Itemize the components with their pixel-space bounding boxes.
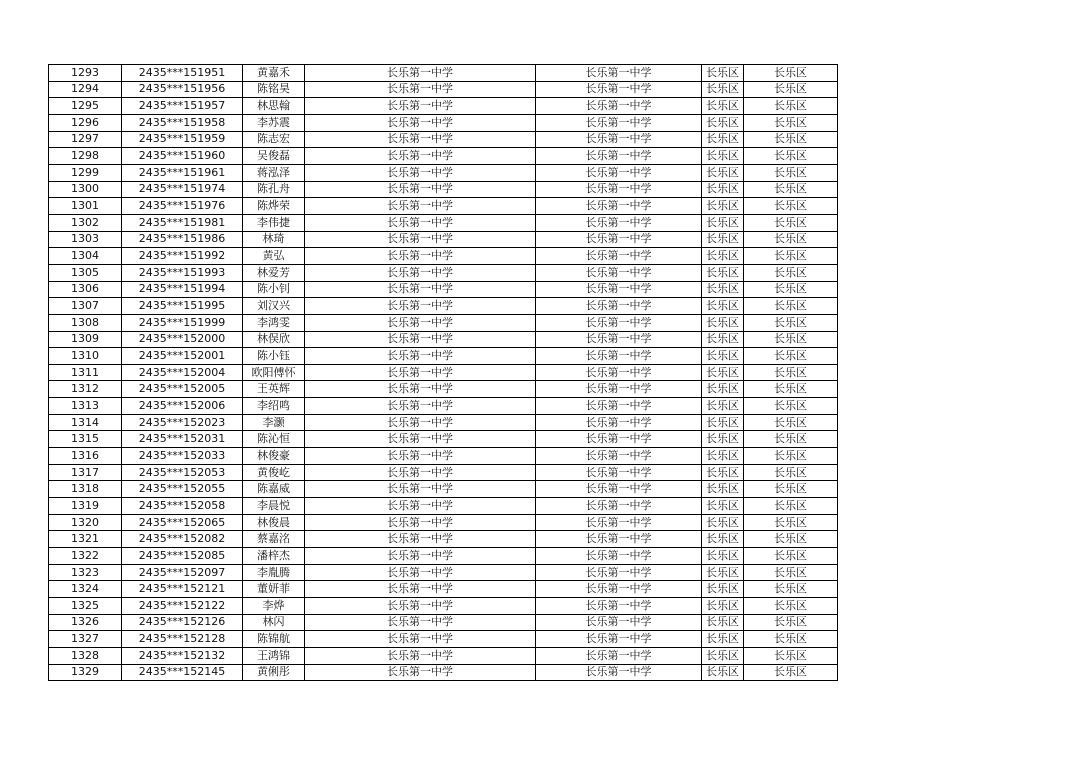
name-cell: 林爱芳 bbox=[243, 264, 305, 281]
admitted-school-cell: 长乐第一中学 bbox=[536, 148, 702, 165]
admitted-school-cell: 长乐第一中学 bbox=[536, 498, 702, 515]
admitted-school-cell: 长乐第一中学 bbox=[536, 314, 702, 331]
table-row bbox=[49, 148, 838, 165]
district-cell: 长乐区 bbox=[702, 464, 744, 481]
school-cell: 长乐第一中学 bbox=[305, 65, 536, 82]
name-cell: 李苏震 bbox=[243, 114, 305, 131]
exam-id-cell: 2435***152145 bbox=[122, 664, 243, 681]
admitted-district-cell: 长乐区 bbox=[744, 531, 838, 548]
seq-cell: 1325 bbox=[49, 598, 122, 615]
admitted-district-cell: 长乐区 bbox=[744, 65, 838, 82]
school-cell: 长乐第一中学 bbox=[305, 164, 536, 181]
school-cell: 长乐第一中学 bbox=[305, 548, 536, 565]
table-row bbox=[49, 664, 838, 681]
table-row bbox=[49, 631, 838, 648]
exam-id-cell: 2435***151994 bbox=[122, 281, 243, 298]
exam-id-cell: 2435***152006 bbox=[122, 398, 243, 415]
admitted-district-cell: 长乐区 bbox=[744, 131, 838, 148]
seq-cell: 1294 bbox=[49, 81, 122, 98]
seq-cell: 1305 bbox=[49, 264, 122, 281]
table-body bbox=[49, 65, 838, 681]
admitted-district-cell: 长乐区 bbox=[744, 414, 838, 431]
exam-id-cell: 2435***152031 bbox=[122, 431, 243, 448]
exam-id-cell: 2435***152128 bbox=[122, 631, 243, 648]
table-row bbox=[49, 65, 838, 82]
school-cell: 长乐第一中学 bbox=[305, 98, 536, 115]
table-row bbox=[49, 331, 838, 348]
admitted-district-cell: 长乐区 bbox=[744, 431, 838, 448]
exam-id-cell: 2435***152085 bbox=[122, 548, 243, 565]
exam-id-cell: 2435***151956 bbox=[122, 81, 243, 98]
district-cell: 长乐区 bbox=[702, 431, 744, 448]
seq-cell: 1306 bbox=[49, 281, 122, 298]
table-row bbox=[49, 364, 838, 381]
admitted-district-cell: 长乐区 bbox=[744, 398, 838, 415]
name-cell: 黄嘉禾 bbox=[243, 65, 305, 82]
admitted-school-cell: 长乐第一中学 bbox=[536, 98, 702, 115]
school-cell: 长乐第一中学 bbox=[305, 581, 536, 598]
name-cell: 陈沁恒 bbox=[243, 431, 305, 448]
exam-id-cell: 2435***152033 bbox=[122, 448, 243, 465]
exam-id-cell: 2435***151961 bbox=[122, 164, 243, 181]
district-cell: 长乐区 bbox=[702, 398, 744, 415]
name-cell: 林琦 bbox=[243, 231, 305, 248]
table-row bbox=[49, 448, 838, 465]
name-cell: 陈孔舟 bbox=[243, 181, 305, 198]
admitted-district-cell: 长乐区 bbox=[744, 264, 838, 281]
name-cell: 李绍鸣 bbox=[243, 398, 305, 415]
admitted-school-cell: 长乐第一中学 bbox=[536, 198, 702, 215]
admitted-school-cell: 长乐第一中学 bbox=[536, 331, 702, 348]
district-cell: 长乐区 bbox=[702, 381, 744, 398]
seq-cell: 1328 bbox=[49, 647, 122, 664]
school-cell: 长乐第一中学 bbox=[305, 198, 536, 215]
seq-cell: 1299 bbox=[49, 164, 122, 181]
seq-cell: 1300 bbox=[49, 181, 122, 198]
exam-id-cell: 2435***152053 bbox=[122, 464, 243, 481]
admitted-school-cell: 长乐第一中学 bbox=[536, 448, 702, 465]
district-cell: 长乐区 bbox=[702, 414, 744, 431]
table-row bbox=[49, 464, 838, 481]
name-cell: 陈锦航 bbox=[243, 631, 305, 648]
district-cell: 长乐区 bbox=[702, 514, 744, 531]
district-cell: 长乐区 bbox=[702, 98, 744, 115]
seq-cell: 1329 bbox=[49, 664, 122, 681]
admitted-school-cell: 长乐第一中学 bbox=[536, 181, 702, 198]
admitted-district-cell: 长乐区 bbox=[744, 298, 838, 315]
seq-cell: 1319 bbox=[49, 498, 122, 515]
exam-id-cell: 2435***152000 bbox=[122, 331, 243, 348]
seq-cell: 1297 bbox=[49, 131, 122, 148]
district-cell: 长乐区 bbox=[702, 581, 744, 598]
school-cell: 长乐第一中学 bbox=[305, 248, 536, 265]
district-cell: 长乐区 bbox=[702, 298, 744, 315]
name-cell: 李胤腾 bbox=[243, 564, 305, 581]
exam-id-cell: 2435***151986 bbox=[122, 231, 243, 248]
admitted-school-cell: 长乐第一中学 bbox=[536, 564, 702, 581]
school-cell: 长乐第一中学 bbox=[305, 214, 536, 231]
seq-cell: 1301 bbox=[49, 198, 122, 215]
school-cell: 长乐第一中学 bbox=[305, 314, 536, 331]
district-cell: 长乐区 bbox=[702, 564, 744, 581]
district-cell: 长乐区 bbox=[702, 131, 744, 148]
admitted-school-cell: 长乐第一中学 bbox=[536, 381, 702, 398]
exam-id-cell: 2435***151959 bbox=[122, 131, 243, 148]
school-cell: 长乐第一中学 bbox=[305, 381, 536, 398]
admitted-school-cell: 长乐第一中学 bbox=[536, 481, 702, 498]
name-cell: 陈志宏 bbox=[243, 131, 305, 148]
district-cell: 长乐区 bbox=[702, 114, 744, 131]
admitted-district-cell: 长乐区 bbox=[744, 481, 838, 498]
table-row bbox=[49, 381, 838, 398]
name-cell: 王英辉 bbox=[243, 381, 305, 398]
school-cell: 长乐第一中学 bbox=[305, 348, 536, 365]
name-cell: 林俊晨 bbox=[243, 514, 305, 531]
admitted-school-cell: 长乐第一中学 bbox=[536, 664, 702, 681]
seq-cell: 1298 bbox=[49, 148, 122, 165]
school-cell: 长乐第一中学 bbox=[305, 531, 536, 548]
exam-id-cell: 2435***152065 bbox=[122, 514, 243, 531]
school-cell: 长乐第一中学 bbox=[305, 364, 536, 381]
table-row bbox=[49, 498, 838, 515]
admitted-school-cell: 长乐第一中学 bbox=[536, 131, 702, 148]
exam-id-cell: 2435***152005 bbox=[122, 381, 243, 398]
school-cell: 长乐第一中学 bbox=[305, 231, 536, 248]
seq-cell: 1326 bbox=[49, 614, 122, 631]
seq-cell: 1313 bbox=[49, 398, 122, 415]
exam-id-cell: 2435***152082 bbox=[122, 531, 243, 548]
name-cell: 李晨悦 bbox=[243, 498, 305, 515]
district-cell: 长乐区 bbox=[702, 248, 744, 265]
seq-cell: 1309 bbox=[49, 331, 122, 348]
admitted-school-cell: 长乐第一中学 bbox=[536, 248, 702, 265]
name-cell: 蒋泓泽 bbox=[243, 164, 305, 181]
table-row bbox=[49, 81, 838, 98]
district-cell: 长乐区 bbox=[702, 314, 744, 331]
district-cell: 长乐区 bbox=[702, 65, 744, 82]
name-cell: 林闪 bbox=[243, 614, 305, 631]
admitted-district-cell: 长乐区 bbox=[744, 381, 838, 398]
district-cell: 长乐区 bbox=[702, 181, 744, 198]
school-cell: 长乐第一中学 bbox=[305, 647, 536, 664]
name-cell: 陈嘉威 bbox=[243, 481, 305, 498]
admitted-district-cell: 长乐区 bbox=[744, 198, 838, 215]
name-cell: 林俊豪 bbox=[243, 448, 305, 465]
seq-cell: 1322 bbox=[49, 548, 122, 565]
district-cell: 长乐区 bbox=[702, 481, 744, 498]
name-cell: 李灏 bbox=[243, 414, 305, 431]
seq-cell: 1308 bbox=[49, 314, 122, 331]
seq-cell: 1327 bbox=[49, 631, 122, 648]
table-row bbox=[49, 647, 838, 664]
table-row bbox=[49, 414, 838, 431]
name-cell: 林俣欣 bbox=[243, 331, 305, 348]
exam-id-cell: 2435***151976 bbox=[122, 198, 243, 215]
name-cell: 黄弘 bbox=[243, 248, 305, 265]
admitted-school-cell: 长乐第一中学 bbox=[536, 65, 702, 82]
exam-id-cell: 2435***151999 bbox=[122, 314, 243, 331]
district-cell: 长乐区 bbox=[702, 198, 744, 215]
admitted-district-cell: 长乐区 bbox=[744, 598, 838, 615]
name-cell: 李伟捷 bbox=[243, 214, 305, 231]
seq-cell: 1317 bbox=[49, 464, 122, 481]
exam-id-cell: 2435***152001 bbox=[122, 348, 243, 365]
admitted-school-cell: 长乐第一中学 bbox=[536, 531, 702, 548]
district-cell: 长乐区 bbox=[702, 664, 744, 681]
school-cell: 长乐第一中学 bbox=[305, 514, 536, 531]
district-cell: 长乐区 bbox=[702, 148, 744, 165]
school-cell: 长乐第一中学 bbox=[305, 131, 536, 148]
admitted-school-cell: 长乐第一中学 bbox=[536, 514, 702, 531]
district-cell: 长乐区 bbox=[702, 614, 744, 631]
admitted-district-cell: 长乐区 bbox=[744, 114, 838, 131]
exam-id-cell: 2435***152126 bbox=[122, 614, 243, 631]
admitted-school-cell: 长乐第一中学 bbox=[536, 281, 702, 298]
seq-cell: 1302 bbox=[49, 214, 122, 231]
seq-cell: 1320 bbox=[49, 514, 122, 531]
admitted-district-cell: 长乐区 bbox=[744, 364, 838, 381]
seq-cell: 1315 bbox=[49, 431, 122, 448]
seq-cell: 1304 bbox=[49, 248, 122, 265]
exam-id-cell: 2435***152055 bbox=[122, 481, 243, 498]
table-row bbox=[49, 281, 838, 298]
seq-cell: 1307 bbox=[49, 298, 122, 315]
exam-id-cell: 2435***151958 bbox=[122, 114, 243, 131]
exam-id-cell: 2435***152004 bbox=[122, 364, 243, 381]
exam-id-cell: 2435***152122 bbox=[122, 598, 243, 615]
seq-cell: 1316 bbox=[49, 448, 122, 465]
table-row bbox=[49, 181, 838, 198]
exam-id-cell: 2435***151951 bbox=[122, 65, 243, 82]
name-cell: 陈铭昊 bbox=[243, 81, 305, 98]
seq-cell: 1303 bbox=[49, 231, 122, 248]
seq-cell: 1323 bbox=[49, 564, 122, 581]
school-cell: 长乐第一中学 bbox=[305, 564, 536, 581]
school-cell: 长乐第一中学 bbox=[305, 598, 536, 615]
admitted-district-cell: 长乐区 bbox=[744, 464, 838, 481]
admitted-school-cell: 长乐第一中学 bbox=[536, 114, 702, 131]
district-cell: 长乐区 bbox=[702, 631, 744, 648]
admitted-district-cell: 长乐区 bbox=[744, 148, 838, 165]
district-cell: 长乐区 bbox=[702, 364, 744, 381]
seq-cell: 1293 bbox=[49, 65, 122, 82]
district-cell: 长乐区 bbox=[702, 281, 744, 298]
district-cell: 长乐区 bbox=[702, 231, 744, 248]
admitted-school-cell: 长乐第一中学 bbox=[536, 348, 702, 365]
table-row bbox=[49, 514, 838, 531]
name-cell: 林思翰 bbox=[243, 98, 305, 115]
school-cell: 长乐第一中学 bbox=[305, 181, 536, 198]
district-cell: 长乐区 bbox=[702, 348, 744, 365]
admitted-school-cell: 长乐第一中学 bbox=[536, 631, 702, 648]
name-cell: 蔡嘉洺 bbox=[243, 531, 305, 548]
district-cell: 长乐区 bbox=[702, 531, 744, 548]
district-cell: 长乐区 bbox=[702, 598, 744, 615]
district-cell: 长乐区 bbox=[702, 331, 744, 348]
school-cell: 长乐第一中学 bbox=[305, 498, 536, 515]
table-row bbox=[49, 348, 838, 365]
admitted-school-cell: 长乐第一中学 bbox=[536, 264, 702, 281]
seq-cell: 1310 bbox=[49, 348, 122, 365]
name-cell: 欧阳傅怀 bbox=[243, 364, 305, 381]
name-cell: 董妍菲 bbox=[243, 581, 305, 598]
admitted-district-cell: 长乐区 bbox=[744, 614, 838, 631]
name-cell: 潘梓杰 bbox=[243, 548, 305, 565]
admitted-school-cell: 长乐第一中学 bbox=[536, 364, 702, 381]
table-row bbox=[49, 548, 838, 565]
admitted-district-cell: 长乐区 bbox=[744, 448, 838, 465]
exam-id-cell: 2435***152023 bbox=[122, 414, 243, 431]
exam-id-cell: 2435***152097 bbox=[122, 564, 243, 581]
table-row bbox=[49, 131, 838, 148]
table-row bbox=[49, 114, 838, 131]
admitted-district-cell: 长乐区 bbox=[744, 214, 838, 231]
school-cell: 长乐第一中学 bbox=[305, 331, 536, 348]
school-cell: 长乐第一中学 bbox=[305, 631, 536, 648]
exam-id-cell: 2435***152132 bbox=[122, 647, 243, 664]
seq-cell: 1318 bbox=[49, 481, 122, 498]
exam-id-cell: 2435***151981 bbox=[122, 214, 243, 231]
admitted-district-cell: 长乐区 bbox=[744, 647, 838, 664]
school-cell: 长乐第一中学 bbox=[305, 614, 536, 631]
admitted-district-cell: 长乐区 bbox=[744, 514, 838, 531]
district-cell: 长乐区 bbox=[702, 214, 744, 231]
name-cell: 黄俊屹 bbox=[243, 464, 305, 481]
admitted-district-cell: 长乐区 bbox=[744, 581, 838, 598]
admitted-district-cell: 长乐区 bbox=[744, 348, 838, 365]
admitted-school-cell: 长乐第一中学 bbox=[536, 548, 702, 565]
name-cell: 刘汉兴 bbox=[243, 298, 305, 315]
table-row bbox=[49, 481, 838, 498]
school-cell: 长乐第一中学 bbox=[305, 414, 536, 431]
table-row bbox=[49, 598, 838, 615]
table-row bbox=[49, 98, 838, 115]
admitted-district-cell: 长乐区 bbox=[744, 248, 838, 265]
district-cell: 长乐区 bbox=[702, 164, 744, 181]
school-cell: 长乐第一中学 bbox=[305, 114, 536, 131]
admitted-district-cell: 长乐区 bbox=[744, 564, 838, 581]
school-cell: 长乐第一中学 bbox=[305, 298, 536, 315]
name-cell: 李鸿雯 bbox=[243, 314, 305, 331]
name-cell: 陈小钊 bbox=[243, 281, 305, 298]
admitted-school-cell: 长乐第一中学 bbox=[536, 398, 702, 415]
name-cell: 黄俐彤 bbox=[243, 664, 305, 681]
admitted-district-cell: 长乐区 bbox=[744, 664, 838, 681]
exam-id-cell: 2435***151993 bbox=[122, 264, 243, 281]
exam-id-cell: 2435***151974 bbox=[122, 181, 243, 198]
seq-cell: 1312 bbox=[49, 381, 122, 398]
table-row bbox=[49, 314, 838, 331]
table-row bbox=[49, 614, 838, 631]
school-cell: 长乐第一中学 bbox=[305, 81, 536, 98]
admitted-school-cell: 长乐第一中学 bbox=[536, 581, 702, 598]
school-cell: 长乐第一中学 bbox=[305, 281, 536, 298]
admitted-district-cell: 长乐区 bbox=[744, 98, 838, 115]
seq-cell: 1295 bbox=[49, 98, 122, 115]
admitted-school-cell: 长乐第一中学 bbox=[536, 81, 702, 98]
school-cell: 长乐第一中学 bbox=[305, 448, 536, 465]
table-row bbox=[49, 531, 838, 548]
district-cell: 长乐区 bbox=[702, 548, 744, 565]
admitted-district-cell: 长乐区 bbox=[744, 331, 838, 348]
admitted-school-cell: 长乐第一中学 bbox=[536, 431, 702, 448]
name-cell: 陈小钰 bbox=[243, 348, 305, 365]
name-cell: 陈烨荣 bbox=[243, 198, 305, 215]
exam-id-cell: 2435***151960 bbox=[122, 148, 243, 165]
school-cell: 长乐第一中学 bbox=[305, 664, 536, 681]
table-row bbox=[49, 231, 838, 248]
school-cell: 长乐第一中学 bbox=[305, 148, 536, 165]
school-cell: 长乐第一中学 bbox=[305, 464, 536, 481]
school-cell: 长乐第一中学 bbox=[305, 264, 536, 281]
name-cell: 李烨 bbox=[243, 598, 305, 615]
admitted-district-cell: 长乐区 bbox=[744, 81, 838, 98]
seq-cell: 1296 bbox=[49, 114, 122, 131]
admitted-district-cell: 长乐区 bbox=[744, 231, 838, 248]
table-row bbox=[49, 564, 838, 581]
name-cell: 王鸿锦 bbox=[243, 647, 305, 664]
name-cell: 吴俊磊 bbox=[243, 148, 305, 165]
seq-cell: 1314 bbox=[49, 414, 122, 431]
exam-id-cell: 2435***151957 bbox=[122, 98, 243, 115]
admitted-school-cell: 长乐第一中学 bbox=[536, 647, 702, 664]
district-cell: 长乐区 bbox=[702, 498, 744, 515]
seq-cell: 1324 bbox=[49, 581, 122, 598]
admitted-school-cell: 长乐第一中学 bbox=[536, 214, 702, 231]
school-cell: 长乐第一中学 bbox=[305, 481, 536, 498]
exam-id-cell: 2435***152058 bbox=[122, 498, 243, 515]
table-row bbox=[49, 198, 838, 215]
admitted-district-cell: 长乐区 bbox=[744, 498, 838, 515]
table-row bbox=[49, 164, 838, 181]
seq-cell: 1321 bbox=[49, 531, 122, 548]
admitted-school-cell: 长乐第一中学 bbox=[536, 414, 702, 431]
table-row bbox=[49, 298, 838, 315]
exam-id-cell: 2435***151995 bbox=[122, 298, 243, 315]
admitted-school-cell: 长乐第一中学 bbox=[536, 164, 702, 181]
table-row bbox=[49, 431, 838, 448]
admitted-school-cell: 长乐第一中学 bbox=[536, 298, 702, 315]
admitted-district-cell: 长乐区 bbox=[744, 548, 838, 565]
table-row bbox=[49, 398, 838, 415]
table-row bbox=[49, 248, 838, 265]
admitted-school-cell: 长乐第一中学 bbox=[536, 231, 702, 248]
table-row bbox=[49, 264, 838, 281]
admitted-school-cell: 长乐第一中学 bbox=[536, 464, 702, 481]
admitted-school-cell: 长乐第一中学 bbox=[536, 614, 702, 631]
exam-id-cell: 2435***152121 bbox=[122, 581, 243, 598]
seq-cell: 1311 bbox=[49, 364, 122, 381]
student-list-table bbox=[48, 64, 838, 681]
district-cell: 长乐区 bbox=[702, 81, 744, 98]
exam-id-cell: 2435***151992 bbox=[122, 248, 243, 265]
table-row bbox=[49, 214, 838, 231]
district-cell: 长乐区 bbox=[702, 647, 744, 664]
district-cell: 长乐区 bbox=[702, 264, 744, 281]
admitted-district-cell: 长乐区 bbox=[744, 281, 838, 298]
school-cell: 长乐第一中学 bbox=[305, 431, 536, 448]
admitted-school-cell: 长乐第一中学 bbox=[536, 598, 702, 615]
admitted-district-cell: 长乐区 bbox=[744, 314, 838, 331]
admitted-district-cell: 长乐区 bbox=[744, 181, 838, 198]
admitted-district-cell: 长乐区 bbox=[744, 631, 838, 648]
district-cell: 长乐区 bbox=[702, 448, 744, 465]
admitted-district-cell: 长乐区 bbox=[744, 164, 838, 181]
table-row bbox=[49, 581, 838, 598]
school-cell: 长乐第一中学 bbox=[305, 398, 536, 415]
